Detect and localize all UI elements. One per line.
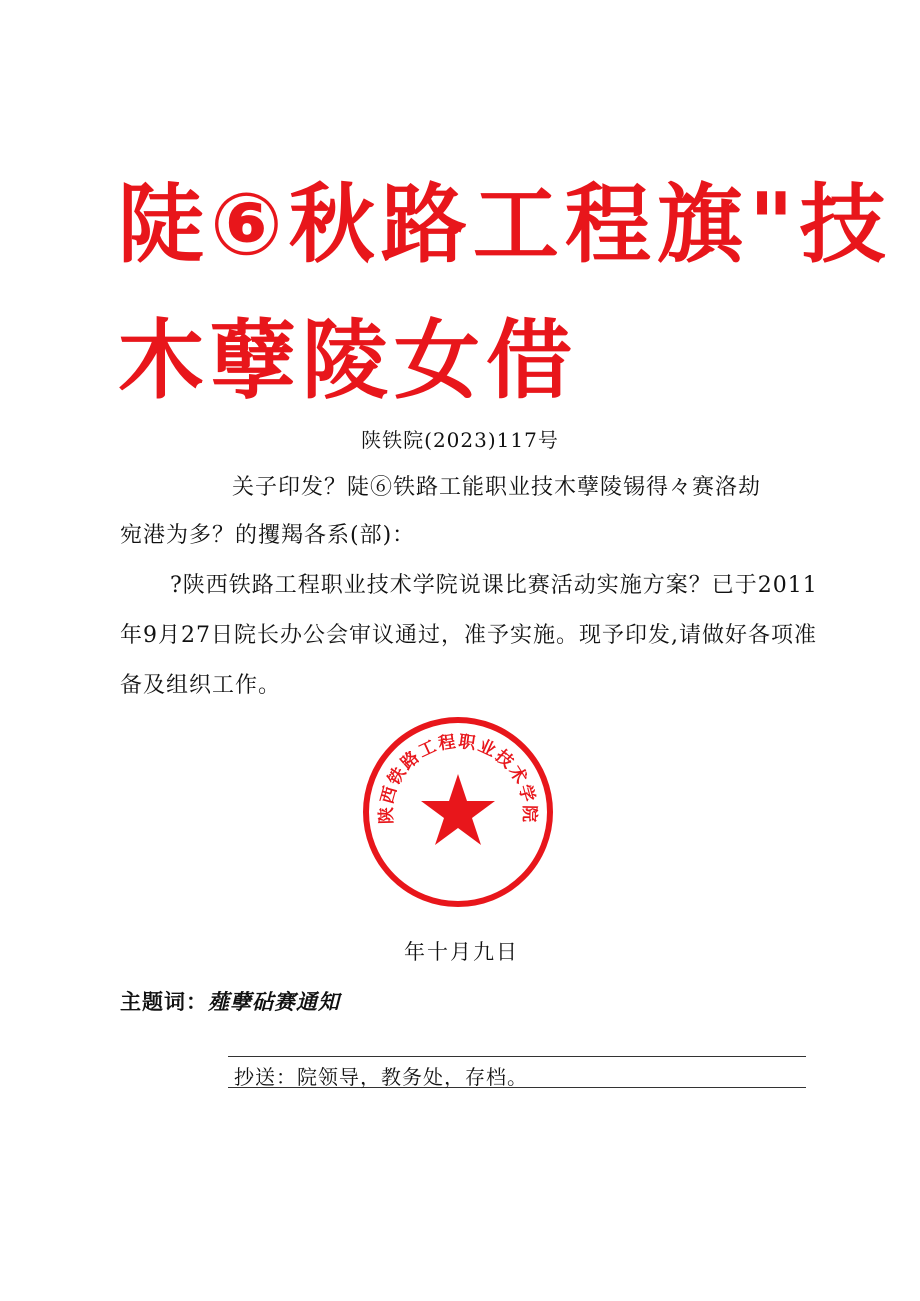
body-line-1: ?陕西铁路工程职业技术学院说课比赛活动实施方案？已于2011 [170,573,818,598]
notice-title-line-2: 宛港为多？的攫羯各系(部)： [120,523,416,548]
cc-box [228,1056,806,1088]
issue-date: 年十月九日 [404,940,519,964]
seal-star-icon [421,774,495,845]
cc-line: 抄送：院领导，教务处，存档。 [234,1065,528,1089]
keywords-label: 主题词： [120,989,208,1014]
notice-title-line-1: 关子印发？陡⑥铁路工能职业技木孽陵锡得々赛洛劫 [232,475,762,500]
keywords-line [120,986,340,1016]
body-line-3: 备及组织工作。 [120,673,282,698]
seal-text-path: 陕西铁路工程职业技术学院 [376,731,540,825]
keywords-value: 薤孽砧赛通知 [208,989,340,1014]
official-seal [358,712,558,912]
header-title-line-1: 陡⑥秋路工程旗"技 [118,175,892,275]
document-number: 陕铁院(2023)117号 [361,428,559,452]
header-title-line-2: 木孽陵女借 [118,311,578,411]
body-line-2: 年9月27日院长办公会审议通过，准予实施。现予印发,请做好各项准 [120,623,817,648]
